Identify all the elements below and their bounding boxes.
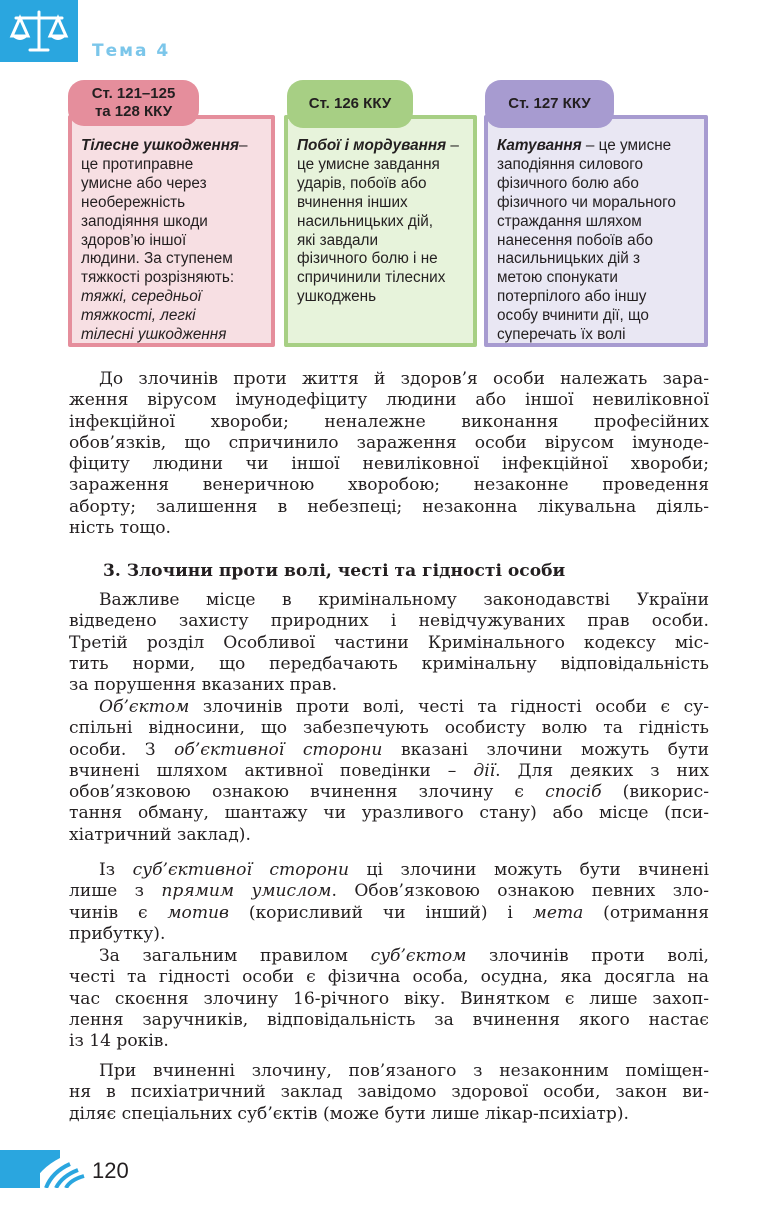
text-line: насильницьких дій,: [297, 212, 434, 230]
text-line: ушкоджень: [297, 288, 377, 306]
text-line: [69, 860, 709, 881]
text-line: заподіяння силового: [497, 155, 644, 173]
text-line: час скоєння злочину 16-річного віку. Винятком є лише захоп-: [69, 988, 709, 1009]
text-line: фізичного болю або: [497, 174, 639, 192]
text-run: злочинів проти волі, честі та гідності особи є су-: [189, 697, 709, 717]
page-number: 120: [92, 1158, 129, 1183]
text-line: із 14 років.: [69, 1031, 169, 1052]
text-line: – це умисне: [581, 137, 672, 154]
definition-box-bodily-injury: [68, 115, 275, 347]
text-run: . Обов’язковою ознакою певних зло-: [331, 881, 709, 902]
text-line: метою спонукати: [497, 269, 618, 287]
text-line: це умисне завдання: [297, 155, 440, 173]
text-line: насильницьких дій з: [497, 250, 641, 268]
text-line: відведено захисту природних і невідчужуваних прав особи.: [69, 611, 709, 632]
text-line: заподіяння шкоди: [81, 212, 208, 230]
tab-line: та 128 ККУ: [94, 103, 173, 120]
text-line: які завдали: [297, 231, 379, 249]
text-line: зараження венеричною хворобою; незаконне проведення: [69, 475, 709, 496]
text-line: хіатричний заклад).: [69, 824, 251, 845]
text-line: [69, 903, 709, 924]
text-run: вчинені шляхом активної поведінки –: [69, 760, 474, 781]
text-line: лення заручників, відповідальність за вчинення якого настає: [69, 1009, 709, 1030]
paragraph-special-subjects: [69, 1061, 709, 1125]
text-line: діляє спеціальних суб’єктів (може бути лише лікар-психіатр).: [69, 1103, 629, 1124]
text-line: аборту; залишення в небезпеці; незаконна лікувальна діяль-: [69, 496, 709, 517]
text-line: тяжкі, середньої: [81, 288, 202, 306]
text-run: (викорис-: [601, 782, 710, 803]
text-line: [69, 740, 709, 761]
text-line: нанесення побоїв або: [497, 231, 653, 249]
italic-term: суб’єктом: [370, 946, 467, 966]
text-line: При вчиненні злочину, пов’язаного з незаконним поміщен-: [99, 1061, 709, 1081]
text-run: лише з: [69, 881, 162, 902]
text-line: це протиправне: [81, 155, 194, 173]
article-tab-126: Ст. 126 ККУ: [287, 80, 413, 128]
italic-term: спосіб: [545, 782, 602, 803]
scales-of-justice-icon: [8, 8, 70, 54]
text-line: прибутку).: [69, 923, 166, 944]
page-corner-waves-icon: [0, 1150, 86, 1188]
text-run: обов’язковою ознакою вчинення злочину є: [69, 782, 546, 803]
text-line: ня в психіатричний заклад завідомо здорової особи, закон ви-: [69, 1082, 709, 1103]
italic-term: суб’єктивної сторони: [132, 860, 350, 880]
term: Побої і мордування: [297, 137, 447, 154]
text-line: необережність: [81, 193, 186, 211]
paragraph-subject: [69, 946, 709, 1052]
text-run: Із: [99, 860, 133, 880]
text-run: ці злочини можуть бути вчинені: [349, 860, 709, 880]
text-line: ударів, побоїв або: [297, 174, 427, 192]
text-run: чинів є: [69, 902, 168, 923]
paragraph-rights-protection: [69, 590, 709, 696]
text-line: тяжкості розрізняють:: [81, 269, 235, 287]
text-line: ження вірусом імунодефіциту людини або іншої невиліковної: [69, 390, 709, 411]
text-line: особу вчинити дії, що: [497, 307, 649, 325]
italic-term: об’єктивної сторони: [174, 739, 383, 760]
theme-label: Тема 4: [92, 41, 171, 61]
text-line: вчинення інших: [297, 193, 408, 211]
italic-term: прямим умислом: [161, 881, 332, 902]
text-line: тання обману, шантажу чи уразливого стану) або місце (пси-: [69, 803, 709, 824]
text-line: честі та гідності особи є фізична особа, осудна, яка досягла на: [69, 967, 709, 988]
article-tab-121-125: [68, 80, 199, 126]
definition-box-torture: [484, 115, 708, 347]
text-line: тить норми, що передбачають кримінальну відповідальність: [69, 653, 709, 674]
section-heading: 3. Злочини проти волі, честі та гідності особи: [103, 561, 566, 581]
italic-term: мотив: [167, 902, 230, 923]
text-line: [69, 761, 709, 782]
text-line: умисне або через: [81, 174, 207, 192]
text-line: страждання шляхом: [497, 212, 642, 230]
definition-text: [297, 137, 465, 307]
term: Катування: [497, 137, 582, 154]
text-line: –: [446, 137, 459, 154]
text-line: тяжкості, легкі: [81, 307, 196, 325]
header-bar: [0, 0, 78, 62]
italic-term: дії: [473, 760, 496, 781]
text-run: За загальним правилом: [99, 946, 371, 966]
term: Тілесне ушкодження: [81, 137, 240, 154]
text-line: спільні відносини, що забезпечують особисту волю та гідність: [69, 718, 709, 739]
text-run: особи. З: [69, 739, 175, 760]
definition-text: [497, 137, 696, 345]
text-line: здоров’ю іншої: [81, 231, 187, 249]
italic-term: мета: [532, 902, 584, 923]
text-line: До злочинів проти життя й здоров’я особи належать зара-: [99, 369, 709, 389]
italic-term: Об’єктом: [99, 697, 190, 717]
definition-box-beating: [284, 115, 477, 347]
text-line: людини. За ступенем: [81, 250, 233, 268]
text-line: [69, 782, 709, 803]
paragraph-subjective-side: [69, 860, 709, 945]
text-run: . Для деяких з них: [495, 760, 709, 781]
text-line: інфекційної хвороби; неналежне виконання професійних: [69, 411, 709, 432]
tab-line: Ст. 121–125: [91, 85, 176, 102]
text-line: ність тощо.: [69, 518, 171, 539]
article-tab-127: Ст. 127 ККУ: [485, 80, 614, 128]
text-line: спричинили тілесних: [297, 269, 446, 287]
text-line: [69, 881, 709, 902]
text-line: суперечать їх волі: [497, 326, 626, 344]
text-line: фіциту людини чи іншої невиліковної інфекційної хвороби;: [69, 454, 709, 475]
text-line: тілесні ушкодження: [81, 326, 227, 344]
text-line: –: [239, 137, 248, 154]
text-line: [69, 697, 709, 718]
definition-text: [81, 137, 263, 345]
text-line: [69, 946, 709, 967]
text-run: (корисливий чи інший) і: [229, 902, 533, 923]
text-line: фізичного болю і не: [297, 250, 438, 268]
text-line: обов’язків, що спричинило зараження особи вірусом імуноде-: [69, 432, 709, 453]
text-run: (отримання: [583, 902, 709, 923]
paragraph-health-crimes: [69, 369, 709, 539]
text-run: злочинів проти волі,: [466, 946, 709, 966]
paragraph-object: [69, 697, 709, 846]
text-run: вказані злочини можуть бути: [382, 739, 709, 760]
text-line: Важливе місце в кримінальному законодавстві України: [99, 590, 709, 610]
text-line: потерпілого або іншу: [497, 288, 647, 306]
text-line: за порушення вказаних прав.: [69, 675, 338, 696]
text-line: фізичного чи морального: [497, 193, 676, 211]
text-line: Третій розділ Особливої частини Кримінального кодексу міс-: [69, 632, 709, 653]
